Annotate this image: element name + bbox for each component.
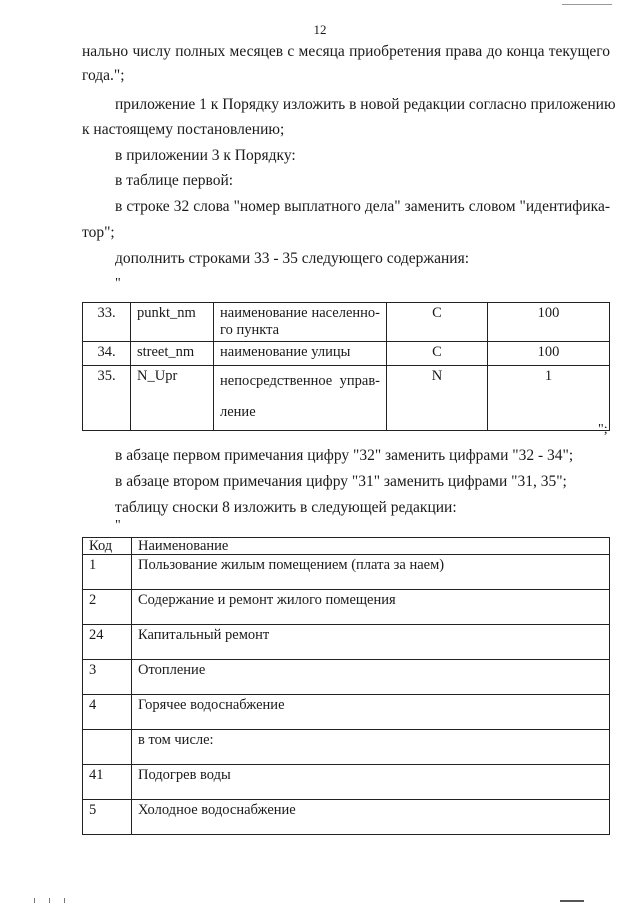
table-row (83, 765, 610, 800)
paragraph-line-1: нально числу полных месяцев с месяца приобретения права до конца текущего (82, 43, 610, 60)
row-code: 41 (83, 765, 132, 800)
field-length: 1 (488, 366, 610, 431)
row-name: Пользование жилым помещением (плата за наем) (132, 555, 610, 590)
row-number: 34. (83, 342, 131, 366)
paragraph-line-7: в строке 32 слова "номер выплатного дела" заменить словом "идентифика- (115, 198, 610, 215)
table-row (83, 342, 610, 366)
field-name-line: непосредственное управ- (220, 373, 380, 389)
table-row (83, 625, 610, 660)
table-row (83, 303, 610, 342)
paragraph-line-6: в таблице первой: (115, 172, 234, 189)
field-code: N_Upr (131, 366, 214, 431)
paragraph-line-8: тор"; (82, 224, 115, 241)
paragraph-line-4: к настоящему постановлению; (82, 121, 285, 138)
row-code: 24 (83, 625, 132, 660)
footnote-table (82, 537, 610, 835)
paragraph-line-12: таблицу сноски 8 изложить в следующей редакции: (115, 499, 457, 516)
close-quote-mark: "; (598, 422, 608, 437)
paragraph-line-2: года."; (82, 67, 125, 84)
row-name: Содержание и ремонт жилого помещения (132, 590, 610, 625)
row-code (83, 730, 132, 765)
table-row (83, 695, 610, 730)
field-name-line: наименование населенно- (220, 305, 380, 321)
field-name-line: го пункта (220, 322, 280, 338)
row-number: 35. (83, 366, 131, 431)
row-name: Подогрев воды (132, 765, 610, 800)
field-code: street_nm (131, 342, 214, 366)
table-header-row (83, 538, 610, 555)
field-name-line: ление (220, 404, 256, 420)
field-name (214, 366, 387, 431)
column-header-name: Наименование (132, 538, 610, 555)
row-code: 5 (83, 800, 132, 835)
table-row (83, 590, 610, 625)
field-length: 100 (488, 303, 610, 342)
row-code: 1 (83, 555, 132, 590)
scan-artifact (560, 900, 584, 902)
fields-table (82, 302, 610, 431)
table-row (83, 800, 610, 835)
row-name: Отопление (132, 660, 610, 695)
scan-artifact (49, 898, 50, 903)
paragraph-line-9: дополнить строками 33 - 35 следующего содержания: (115, 250, 470, 267)
scan-artifact (64, 898, 65, 903)
row-name: в том числе: (132, 730, 610, 765)
open-quote-mark: " (115, 276, 121, 291)
open-quote-mark: " (115, 518, 121, 533)
field-name: наименование улицы (214, 342, 387, 366)
row-code: 3 (83, 660, 132, 695)
row-name: Холодное водоснабжение (132, 800, 610, 835)
field-code: punkt_nm (131, 303, 214, 342)
field-type: C (387, 342, 488, 366)
field-length: 100 (488, 342, 610, 366)
row-name: Горячее водоснабжение (132, 695, 610, 730)
column-header-code: Код (83, 538, 132, 555)
field-name (214, 303, 387, 342)
table-row (83, 660, 610, 695)
page-number: 12 (313, 22, 327, 37)
paragraph-line-11: в абзаце втором примечания цифру "31" заменить цифрами "31, 35"; (115, 473, 567, 490)
row-code: 4 (83, 695, 132, 730)
table-row (83, 555, 610, 590)
paragraph-line-5: в приложении 3 к Порядку: (115, 147, 296, 164)
row-code: 2 (83, 590, 132, 625)
scan-artifact (562, 4, 612, 5)
scan-artifact (34, 898, 35, 903)
row-number: 33. (83, 303, 131, 342)
table-row (83, 366, 610, 431)
row-name: Капитальный ремонт (132, 625, 610, 660)
paragraph-line-10: в абзаце первом примечания цифру "32" заменить цифрами "32 - 34"; (115, 447, 574, 464)
field-type: N (387, 366, 488, 431)
table-row (83, 730, 610, 765)
paragraph-line-3: приложение 1 к Порядку изложить в новой редакции согласно приложению (115, 96, 616, 113)
field-type: C (387, 303, 488, 342)
